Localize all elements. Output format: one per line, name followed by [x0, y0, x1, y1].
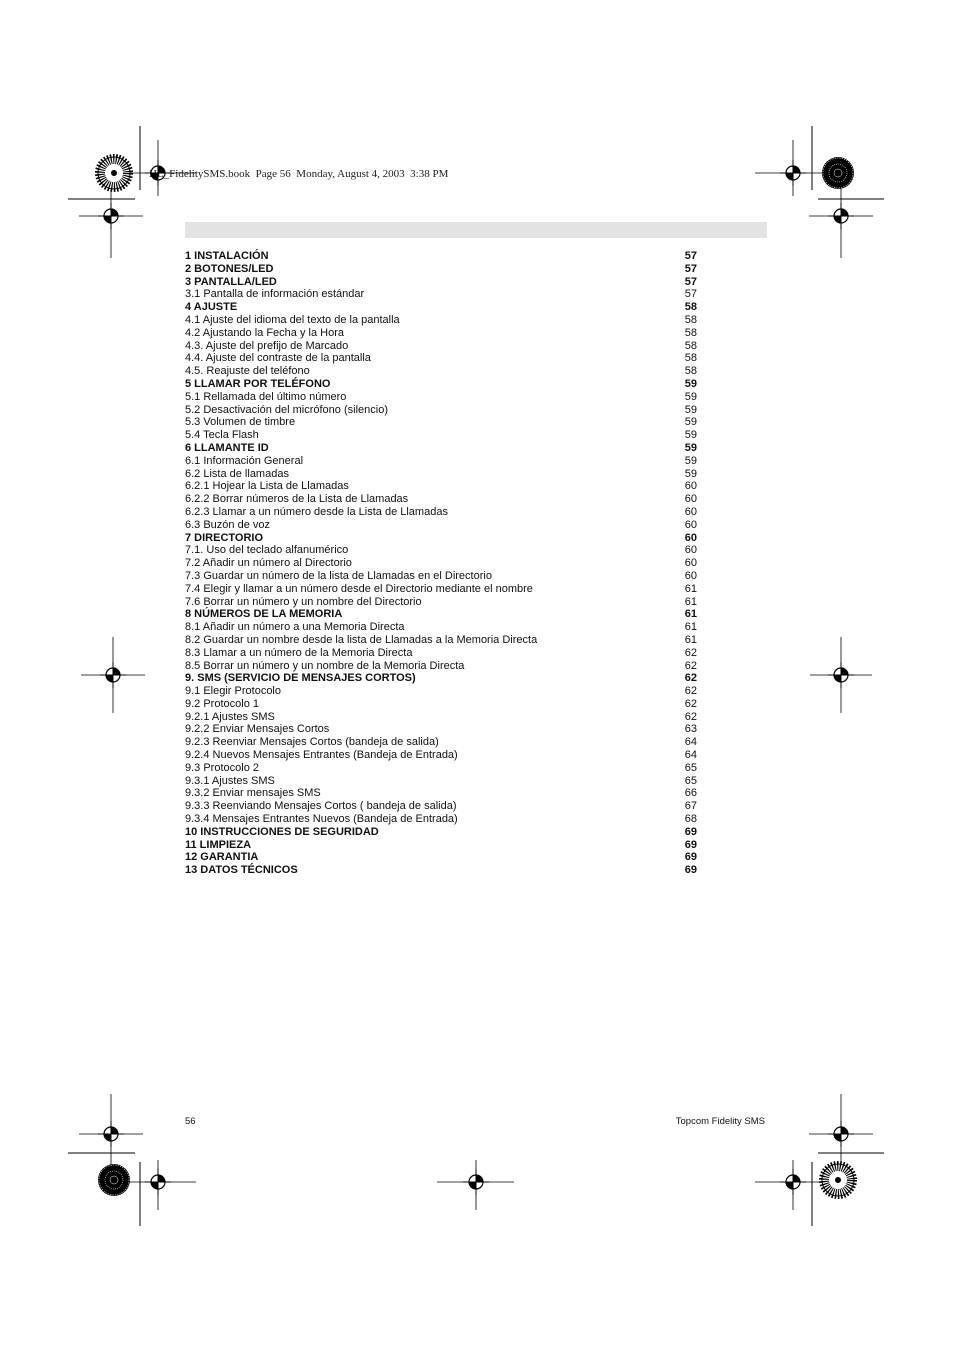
toc-entry-page: 59	[684, 454, 697, 467]
toc-entry-title: 2 BOTONES/LED	[185, 262, 274, 275]
toc-entry-title: 7.3 Guardar un número de la lista de Llamadas en el Directorio	[185, 569, 492, 582]
toc-entry-title: 6.1 Información General	[185, 454, 304, 467]
toc-entry-title: 6 LLAMANTE ID	[185, 441, 269, 454]
toc-entry-title: 9.3.1 Ajustes SMS	[185, 774, 275, 787]
toc-entry-page: 62	[684, 646, 697, 659]
toc-entry-page: 58	[684, 301, 697, 314]
toc-entry-title: 9.2.2 Enviar Mensajes Cortos	[185, 723, 330, 736]
toc-entry-page: 62	[684, 697, 697, 710]
toc-entry-page: 69	[684, 864, 697, 877]
toc-entry-page: 62	[684, 710, 697, 723]
toc-entry-title: 4.1 Ajuste del idioma del texto de la pantalla	[185, 313, 400, 326]
toc-entry-title: 8.5 Borrar un número y un nombre de la Memoria Directa	[185, 659, 465, 672]
toc-entry-page: 62	[684, 685, 697, 698]
toc-entry-page: 62	[684, 672, 697, 685]
toc-entry-title: 7 DIRECTORIO	[185, 531, 264, 544]
toc-entry-page: 63	[684, 723, 697, 736]
toc-entry-title: 4 AJUSTE	[185, 301, 238, 314]
toc-entry-title: 9.3.2 Enviar mensajes SMS	[185, 787, 321, 800]
toc-entry-page: 69	[684, 838, 697, 851]
toc-entry-title: 7.6 Borrar un número y un nombre del Directorio	[185, 595, 422, 608]
toc-entry-title: 7.1. Uso del teclado alfanumérico	[185, 544, 349, 557]
toc-entry-page: 59	[684, 403, 697, 416]
toc-entry-title: 7.2 Añadir un número al Directorio	[185, 557, 352, 570]
toc-entry-page: 61	[684, 582, 697, 595]
toc-entry-page: 59	[684, 441, 697, 454]
toc-entry-page: 60	[684, 480, 697, 493]
toc-entry-title: 13 DATOS TÉCNICOS	[185, 864, 298, 877]
toc-entry-title: 8.1 Añadir un número a una Memoria Directa	[185, 621, 405, 634]
toc-entry-title: 6.3 Buzón de voz	[185, 518, 271, 531]
toc-entry-title: 9.1 Elegir Protocolo	[185, 685, 281, 698]
toc-entry-title: 8.3 Llamar a un número de la Memoria Directa	[185, 646, 413, 659]
toc-entry-page: 59	[684, 377, 697, 390]
toc-entry-title: 6.2 Lista de llamadas	[185, 467, 289, 480]
toc-entry-page: 60	[684, 518, 697, 531]
toc-entry-page: 59	[684, 429, 697, 442]
toc-entry-title: 11 LIMPIEZA	[185, 838, 252, 851]
toc-entry-page: 61	[684, 608, 697, 621]
toc-entry-page: 66	[684, 787, 697, 800]
toc-entry-title: 5 LLAMAR POR TELÉFONO	[185, 377, 331, 390]
toc-entry-title: 8 NÚMEROS DE LA MEMORIA	[185, 608, 343, 621]
toc-entry-title: 9.2.1 Ajustes SMS	[185, 710, 275, 723]
toc-entry-page: 58	[684, 326, 697, 339]
toc-entry-page: 58	[684, 313, 697, 326]
toc-entry-page: 61	[684, 633, 697, 646]
toc-entry-title: 6.2.1 Hojear la Lista de Llamadas	[185, 480, 349, 493]
toc-entry-title: 6.2.2 Borrar números de la Lista de Llamadas	[185, 493, 409, 506]
toc-entry-page: 58	[684, 339, 697, 352]
toc-entry-title: 6.2.3 Llamar a un número desde la Lista de Llamadas	[185, 505, 448, 518]
toc-entry-page: 60	[684, 505, 697, 518]
toc-entry-page: 65	[684, 774, 697, 787]
print-slug: HL_FidelitySMS.book Page 56 Monday, August 4, 2003 3:38 PM	[149, 168, 449, 180]
toc-entry-page: 64	[684, 736, 697, 749]
footer-page-number: 56	[185, 1116, 196, 1127]
toc-entry-title: 7.4 Elegir y llamar a un número desde el Directorio mediante el nombre	[185, 582, 533, 595]
toc-entry-title: 9.2.3 Reenviar Mensajes Cortos (bandeja de salida)	[185, 736, 439, 749]
toc-entry-page: 65	[684, 761, 697, 774]
toc-entry-title: 8.2 Guardar un nombre desde la lista de Llamadas a la Memoria Directa	[185, 633, 538, 646]
toc-entry-page: 68	[684, 813, 697, 826]
toc-entry-title: 9.3.4 Mensajes Entrantes Nuevos (Bandeja de Entrada)	[185, 813, 458, 826]
toc-entry-page: 59	[684, 467, 697, 480]
toc-entry-title: 9.2 Protocolo 1	[185, 697, 259, 710]
toc-entry-title: 9.3.3 Reenviando Mensajes Cortos ( bandeja de salida)	[185, 800, 457, 813]
toc-entry-title: 1 INSTALACIÓN	[185, 250, 269, 262]
toc-entry-page: 57	[684, 250, 697, 262]
toc-entry-title: 9.2.4 Nuevos Mensajes Entrantes (Bandeja de Entrada)	[185, 749, 458, 762]
toc-entry-title: 3.1 Pantalla de información estándar	[185, 288, 365, 301]
toc-entry-page: 57	[684, 275, 697, 288]
toc-entry-title: 4.5. Reajuste del teléfono	[185, 365, 310, 378]
toc-entry-title: 10 INSTRUCCIONES DE SEGURIDAD	[185, 825, 379, 838]
toc-entry-page: 69	[684, 851, 697, 864]
toc-entry-page: 60	[684, 557, 697, 570]
toc-entry-page: 61	[684, 621, 697, 634]
toc-entry-title: 12 GARANTIA	[185, 851, 259, 864]
footer-product-name: Topcom Fidelity SMS	[675, 1116, 765, 1127]
toc-entry-title: 5.4 Tecla Flash	[185, 429, 259, 442]
toc-entry-page: 67	[684, 800, 697, 813]
toc-entry-page: 57	[684, 288, 697, 301]
toc-entry-page: 58	[684, 365, 697, 378]
toc-entry-title: 5.2 Desactivación del micrófono (silencio)	[185, 403, 388, 416]
toc-entry-page: 59	[684, 416, 697, 429]
toc-entry-page: 60	[684, 493, 697, 506]
toc-entry-title: 4.2 Ajustando la Fecha y la Hora	[185, 326, 344, 339]
toc-entry-page: 59	[684, 390, 697, 403]
toc-entry-page: 62	[684, 659, 697, 672]
toc-entry-page: 57	[684, 262, 697, 275]
toc-entry-title: 5.1 Rellamada del último número	[185, 390, 347, 403]
toc-entry-page: 64	[684, 749, 697, 762]
toc-entry-title: 4.3. Ajuste del prefijo de Marcado	[185, 339, 349, 352]
toc-entry-page: 69	[684, 825, 697, 838]
toc-entry-title: 5.3 Volumen de timbre	[185, 416, 296, 429]
toc-entry-page: 58	[684, 352, 697, 365]
toc-entry-title: 9.3 Protocolo 2	[185, 761, 259, 774]
toc-entry-page: 61	[684, 595, 697, 608]
toc-entry-page: 60	[684, 544, 697, 557]
toc-entry-page: 60	[684, 531, 697, 544]
toc-entry-title: 4.4. Ajuste del contraste de la pantalla	[185, 352, 371, 365]
toc-entry-title: 3 PANTALLA/LED	[185, 275, 277, 288]
toc-entry-page: 60	[684, 569, 697, 582]
toc-entry-title: 9. SMS (SERVICIO DE MENSAJES CORTOS)	[185, 672, 416, 685]
